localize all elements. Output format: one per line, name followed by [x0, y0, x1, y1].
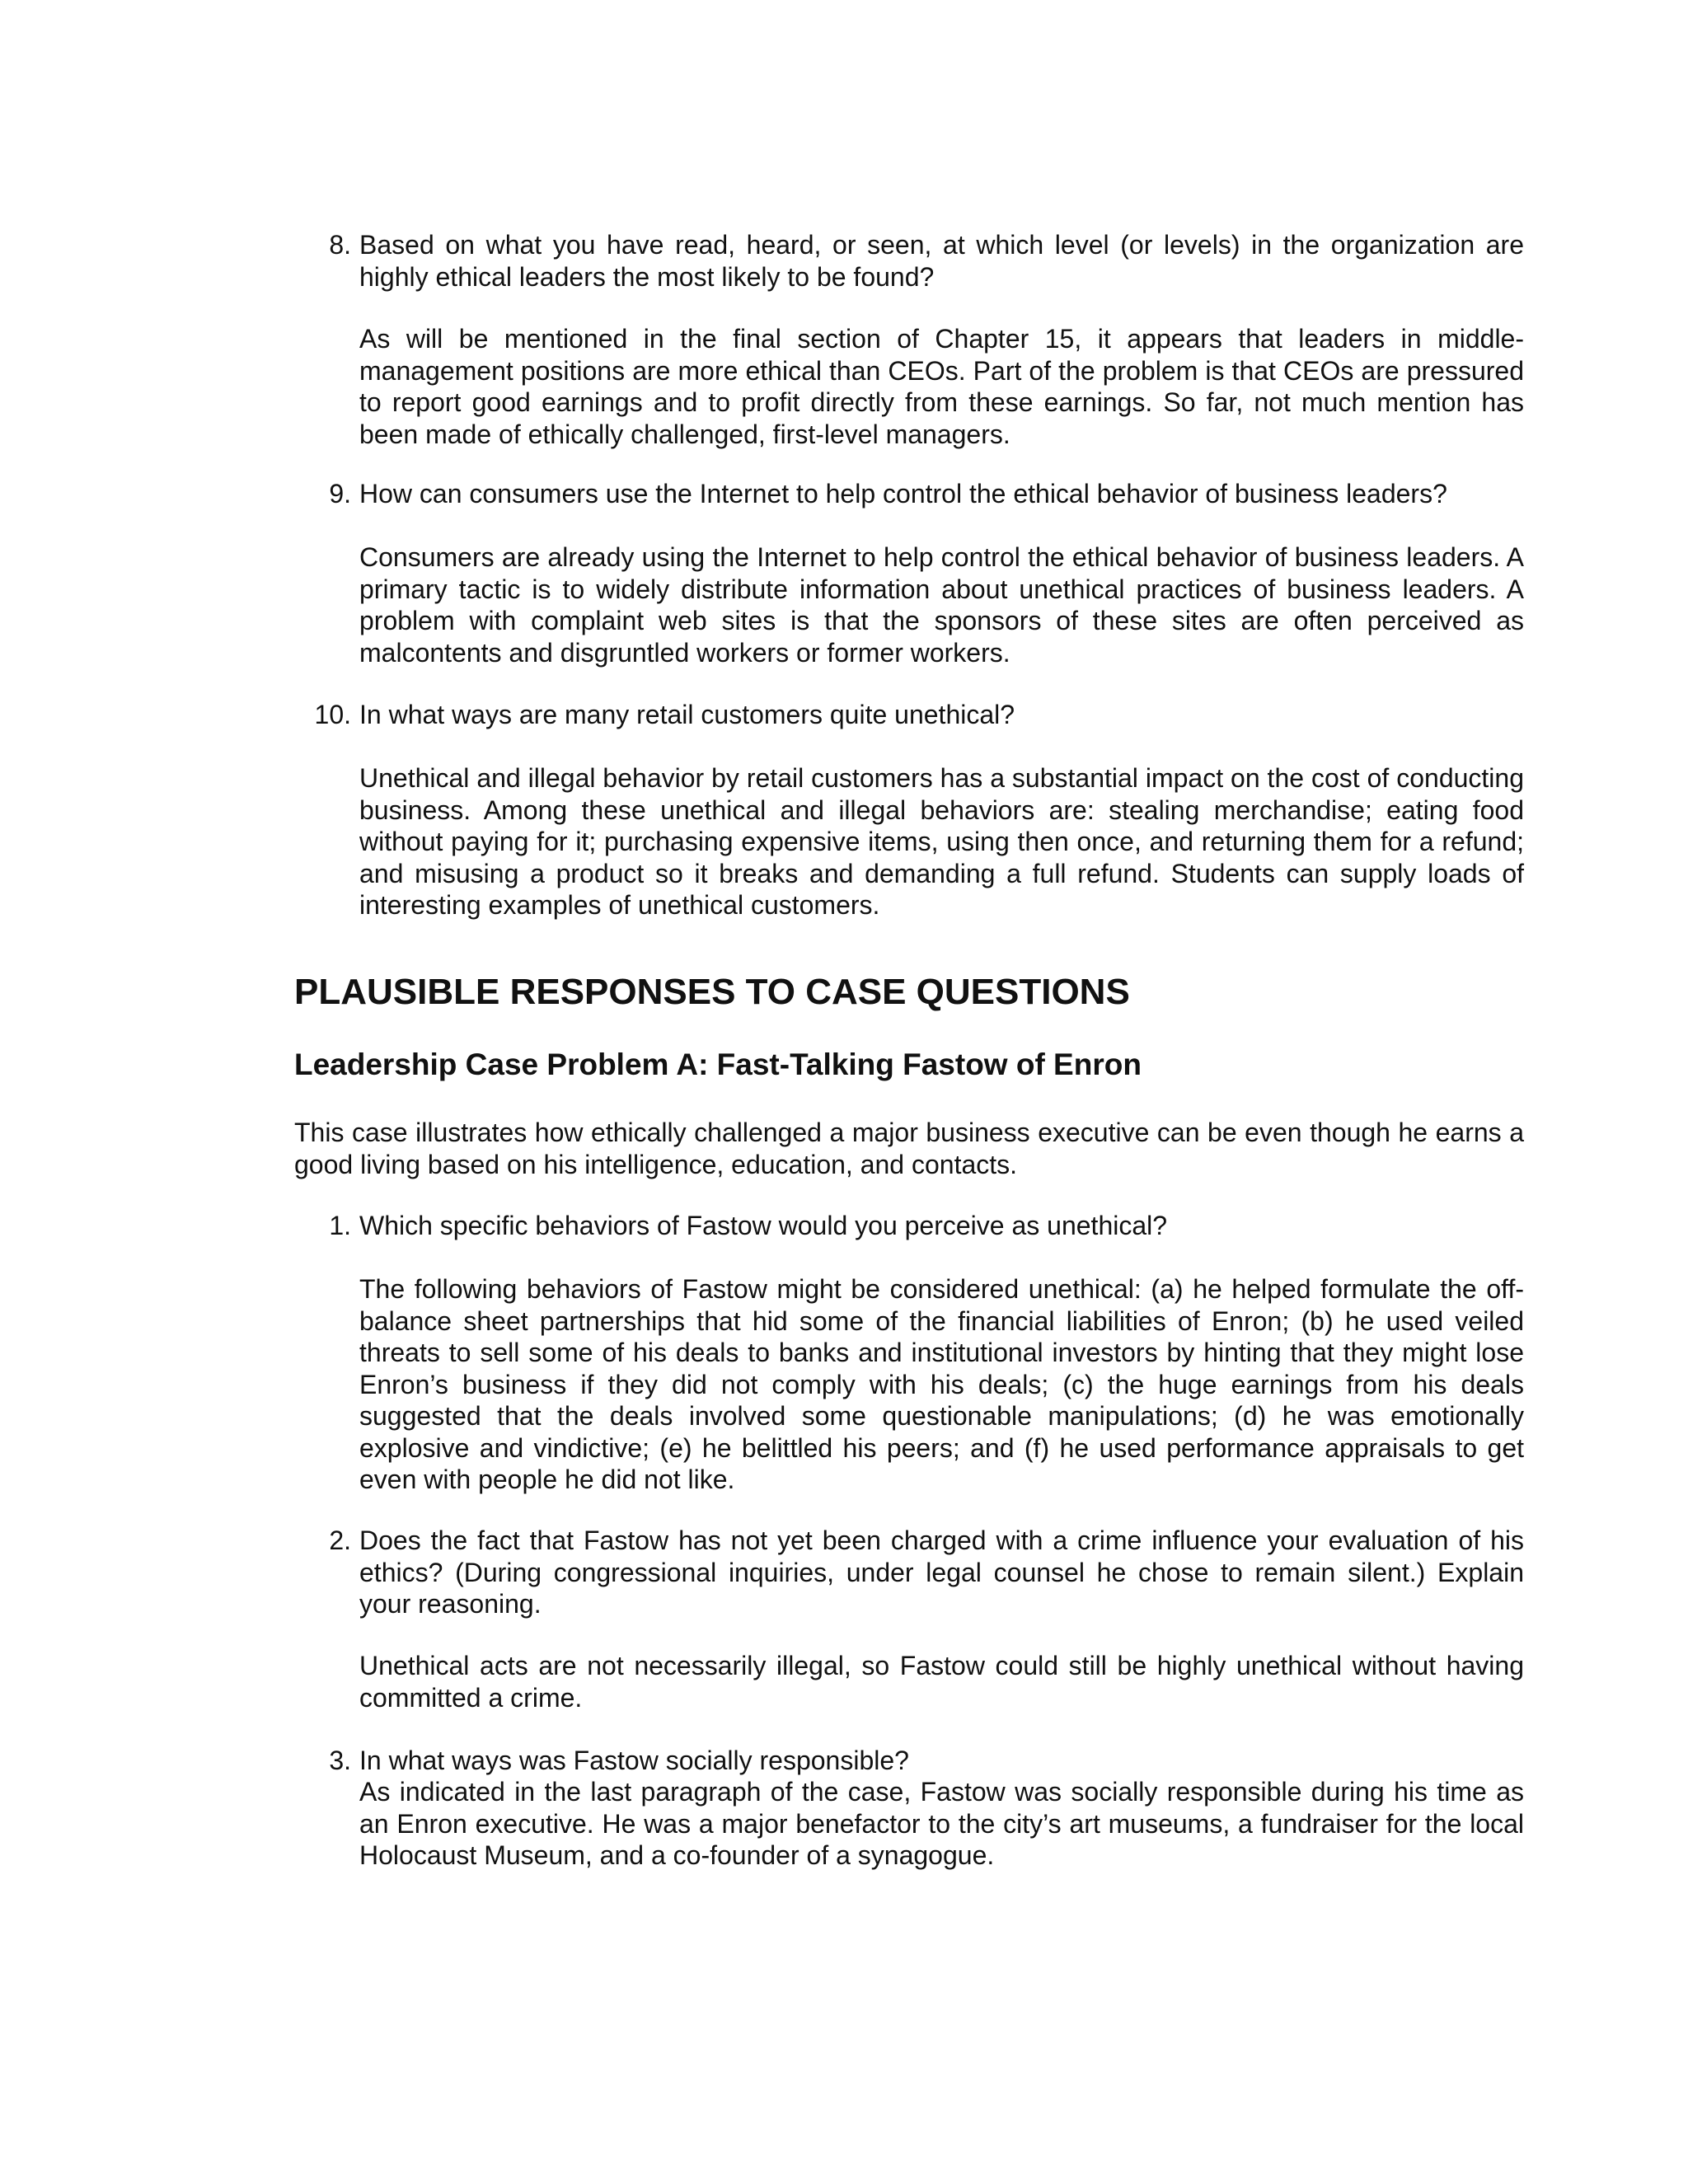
answer-text: Unethical and illegal behavior by retail customers has a substantial impact on the cost of conducting business. Among these unethical and illegal behaviors are: stealing merchandise; eating food without paying for it; purchasing expensive items, using then once, and returning them for a refund; and misusing a product so it breaks and demanding a full refund. Students can supply loads of interesting examples of unethical customers. — [359, 763, 1524, 920]
case-intro: This case illustrates how ethically challenged a major business executive can be even though he earns a good living based on his intelligence, education, and contacts. — [294, 1118, 1524, 1179]
case-heading: Leadership Case Problem A: Fast-Talking Fastow of Enron — [294, 1047, 1142, 1081]
case-question-item — [329, 1745, 1524, 1777]
case-question-item — [329, 1210, 1524, 1242]
question-text: How can consumers use the Internet to help control the ethical behavior of business leaders? — [359, 479, 1447, 509]
answer-text: As will be mentioned in the final section of Chapter 15, it appears that leaders in middle-management positions are more ethical than CEOs. Part of the problem is that CEOs are pressured to report good earnings and to profit directly from these earnings. So far, not much mention has been made of ethically challenged, first-level managers. — [359, 324, 1524, 449]
answer-text: Unethical acts are not necessarily illegal, so Fastow could still be highly unethical without having committed a crime. — [359, 1651, 1524, 1713]
question-item — [329, 229, 1524, 293]
question-text: Which specific behaviors of Fastow would you perceive as unethical? — [359, 1211, 1168, 1240]
section-heading: PLAUSIBLE RESPONSES TO CASE QUESTIONS — [294, 972, 1130, 1012]
case-question-item — [329, 1525, 1524, 1620]
question-number: 9. — [329, 479, 351, 509]
question-text: In what ways are many retail customers quite unethical? — [359, 700, 1015, 729]
answer-text: The following behaviors of Fastow might be considered unethical: (a) he helped formulate the off-balance sheet partnerships that hid some of the financial liabilities of Enron; (b) he used veiled threats to sell some of his deals to banks and institutional investors by hinting that they might lose Enron’s business if they did not comply with his deals; (c) the huge earnings from his deals suggested that the deals involved some questionable manipulations; (d) he was emotionally explosive and vindictive; (e) he belittled his peers; and (f) he used performance appraisals to get even with people he did not like. — [359, 1274, 1524, 1494]
question-item — [329, 478, 1524, 510]
question-text: Based on what you have read, heard, or seen, at which level (or levels) in the organization are highly ethical leaders the most likely to be found? — [359, 230, 1524, 292]
question-item — [314, 699, 1524, 731]
question-text: In what ways was Fastow socially responsible? — [359, 1746, 909, 1775]
question-number: 8. — [329, 230, 351, 260]
answer-text: As indicated in the last paragraph of the case, Fastow was socially responsible during his time as an Enron executive. He was a major benefactor to the city’s art museums, a fundraiser for the local Holocaust Museum, and a co-founder of a synagogue. — [359, 1777, 1524, 1870]
answer-text: Consumers are already using the Internet to help control the ethical behavior of business leaders. A primary tactic is to widely distribute information about unethical practices of business leaders. A problem with complaint web sites is that the sponsors of these sites are often perceived as malcontents and disgruntled workers or former workers. — [359, 542, 1524, 668]
question-number: 3. — [329, 1746, 351, 1775]
question-text: Does the fact that Fastow has not yet been charged with a crime influence your evaluation of his ethics? (During congressional inquiries, under legal counsel he chose to remain silent.) Explain your reasoning. — [359, 1526, 1524, 1619]
question-number: 10. — [314, 700, 351, 729]
question-number: 1. — [329, 1211, 351, 1240]
question-number: 2. — [329, 1526, 351, 1555]
